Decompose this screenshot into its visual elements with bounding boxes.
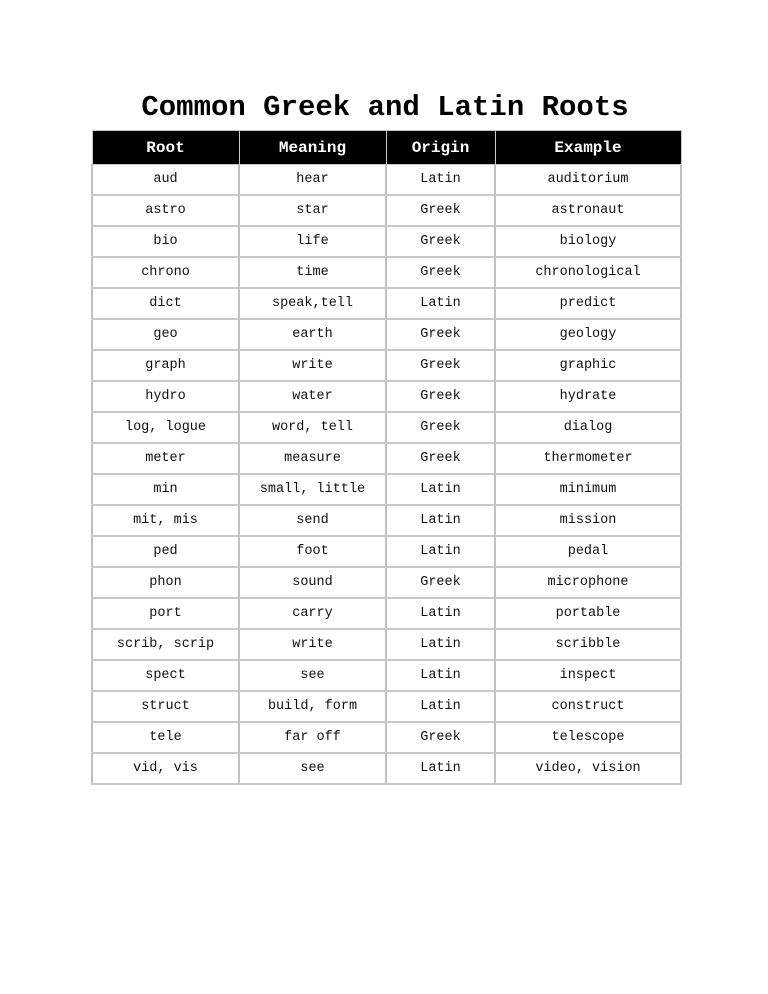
cell-root: min <box>92 474 239 505</box>
cell-root: struct <box>92 691 239 722</box>
cell-root: spect <box>92 660 239 691</box>
cell-example: biology <box>495 226 681 257</box>
cell-origin: Greek <box>386 722 495 753</box>
table-row <box>92 505 681 536</box>
cell-meaning: time <box>239 257 386 288</box>
cell-meaning: speak,tell <box>239 288 386 319</box>
cell-meaning: life <box>239 226 386 257</box>
cell-example: telescope <box>495 722 681 753</box>
cell-meaning: word, tell <box>239 412 386 443</box>
table-row <box>92 660 681 691</box>
table-row <box>92 257 681 288</box>
cell-meaning: water <box>239 381 386 412</box>
cell-meaning: carry <box>239 598 386 629</box>
cell-origin: Greek <box>386 319 495 350</box>
table-row <box>92 412 681 443</box>
table-row <box>92 753 681 784</box>
cell-example: thermometer <box>495 443 681 474</box>
cell-origin: Greek <box>386 257 495 288</box>
table-body <box>92 165 681 785</box>
cell-origin: Latin <box>386 660 495 691</box>
table-row <box>92 629 681 660</box>
table-row <box>92 567 681 598</box>
cell-root: graph <box>92 350 239 381</box>
table-row <box>92 443 681 474</box>
table-row <box>92 536 681 567</box>
cell-root: port <box>92 598 239 629</box>
cell-origin: Greek <box>386 567 495 598</box>
table-row <box>92 598 681 629</box>
cell-meaning: see <box>239 753 386 784</box>
cell-origin: Greek <box>386 443 495 474</box>
page-title: Common Greek and Latin Roots <box>141 91 629 124</box>
cell-example: dialog <box>495 412 681 443</box>
cell-example: hydrate <box>495 381 681 412</box>
cell-origin: Latin <box>386 505 495 536</box>
roots-table <box>91 130 682 785</box>
cell-meaning: write <box>239 629 386 660</box>
cell-example: pedal <box>495 536 681 567</box>
cell-example: video, vision <box>495 753 681 784</box>
table-row <box>92 474 681 505</box>
cell-meaning: send <box>239 505 386 536</box>
cell-example: astronaut <box>495 195 681 226</box>
cell-root: log, logue <box>92 412 239 443</box>
cell-meaning: far off <box>239 722 386 753</box>
cell-origin: Latin <box>386 536 495 567</box>
table-header-row <box>92 131 681 165</box>
cell-example: chronological <box>495 257 681 288</box>
cell-meaning: hear <box>239 165 386 196</box>
cell-example: construct <box>495 691 681 722</box>
column-header-root: Root <box>92 131 239 165</box>
cell-root: scrib, scrip <box>92 629 239 660</box>
cell-root: geo <box>92 319 239 350</box>
cell-example: minimum <box>495 474 681 505</box>
cell-root: tele <box>92 722 239 753</box>
column-header-example: Example <box>495 131 681 165</box>
cell-meaning: see <box>239 660 386 691</box>
cell-root: dict <box>92 288 239 319</box>
cell-root: mit, mis <box>92 505 239 536</box>
cell-root: aud <box>92 165 239 196</box>
cell-root: bio <box>92 226 239 257</box>
cell-origin: Latin <box>386 474 495 505</box>
cell-root: astro <box>92 195 239 226</box>
table-row <box>92 381 681 412</box>
cell-root: vid, vis <box>92 753 239 784</box>
cell-meaning: foot <box>239 536 386 567</box>
cell-meaning: write <box>239 350 386 381</box>
cell-meaning: measure <box>239 443 386 474</box>
cell-meaning: small, little <box>239 474 386 505</box>
column-header-origin: Origin <box>386 131 495 165</box>
cell-origin: Latin <box>386 288 495 319</box>
cell-example: graphic <box>495 350 681 381</box>
cell-example: auditorium <box>495 165 681 196</box>
table-row <box>92 319 681 350</box>
table-row <box>92 350 681 381</box>
cell-example: geology <box>495 319 681 350</box>
table-row <box>92 226 681 257</box>
cell-origin: Greek <box>386 195 495 226</box>
cell-example: mission <box>495 505 681 536</box>
cell-origin: Greek <box>386 381 495 412</box>
cell-example: predict <box>495 288 681 319</box>
cell-root: ped <box>92 536 239 567</box>
cell-origin: Greek <box>386 226 495 257</box>
cell-origin: Greek <box>386 412 495 443</box>
cell-meaning: star <box>239 195 386 226</box>
table-row <box>92 691 681 722</box>
cell-origin: Latin <box>386 691 495 722</box>
cell-root: phon <box>92 567 239 598</box>
cell-root: hydro <box>92 381 239 412</box>
table-row <box>92 722 681 753</box>
cell-root: chrono <box>92 257 239 288</box>
cell-origin: Greek <box>386 350 495 381</box>
column-header-meaning: Meaning <box>239 131 386 165</box>
cell-root: meter <box>92 443 239 474</box>
table-row <box>92 195 681 226</box>
cell-origin: Latin <box>386 165 495 196</box>
cell-example: scribble <box>495 629 681 660</box>
table-row <box>92 288 681 319</box>
cell-example: inspect <box>495 660 681 691</box>
cell-origin: Latin <box>386 753 495 784</box>
cell-meaning: build, form <box>239 691 386 722</box>
cell-origin: Latin <box>386 598 495 629</box>
cell-meaning: sound <box>239 567 386 598</box>
table-row <box>92 165 681 196</box>
cell-example: portable <box>495 598 681 629</box>
cell-example: microphone <box>495 567 681 598</box>
cell-meaning: earth <box>239 319 386 350</box>
cell-origin: Latin <box>386 629 495 660</box>
